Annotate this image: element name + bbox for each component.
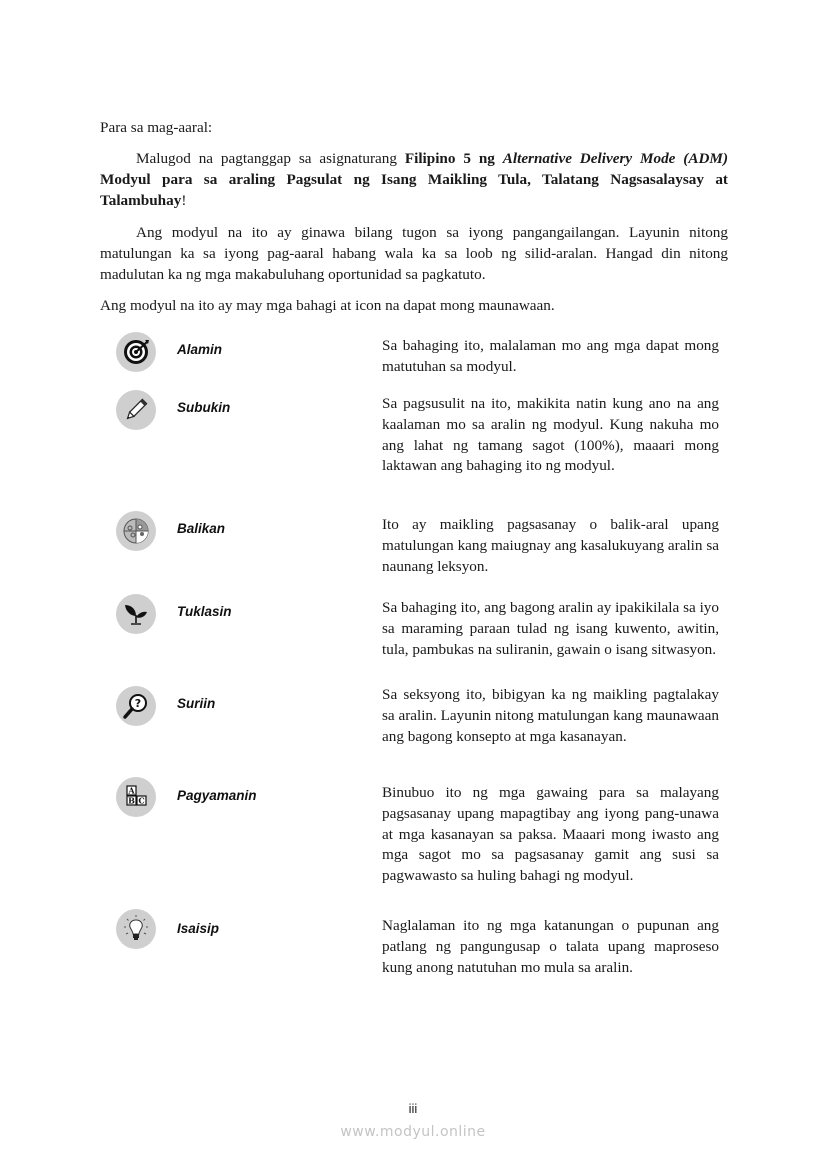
intro-subject: Filipino 5 ng [404, 150, 503, 167]
section-description: Sa pagsusulit na ito, makikita natin kung ano na ang kaalaman mo sa aralin ng modyul. Kung nakuha mo ang lahat ng tamang sagot (100%), maaari mong laktawan ang bahaging ito ng modyul. [382, 395, 719, 475]
pencil-icon [116, 390, 156, 430]
section-label: Isaisip [177, 921, 220, 936]
sprout-icon [116, 594, 156, 634]
svg-text:A: A [128, 785, 135, 796]
svg-text:B: B [128, 795, 135, 806]
section-description: Sa bahaging ito, ang bagong aralin ay ipakikilala sa iyo sa maraming paraan tulad ng isang kuwento, awitin, tula, pambukas na suliranin, gawain o isang sitwasyon. [382, 599, 719, 658]
puzzle-icon [116, 511, 156, 551]
section-description: Sa seksyong ito, bibigyan ka ng maikling pagtalakay sa aralin. Layunin nitong matulungan kang maunawaan ang bagong konsepto at mga kasanayan. [382, 686, 719, 745]
intro-title: Modyul para sa araling Pagsulat ng Isang Maikling Tula, Talatang Nagsasalaysay at Talambuhay [100, 171, 728, 209]
svg-text:C: C [138, 795, 145, 806]
section-label: Balikan [177, 521, 226, 536]
section-description: Binubuo ito ng mga gawaing para sa malayang pagsasanay upang mapagtibay ang iyong pang-unawa at mga kasanayan sa paksa. Maaari mong iwasto ang mga sagot mo sa pagsasanay gamit ang susi sa pagwawasto sa huling bahagi ng modyul. [382, 784, 719, 885]
lightbulb-icon [116, 909, 156, 949]
purpose-paragraph: Ang modyul na ito ay ginawa bilang tugon sa iyong pangangailangan. Layunin nitong matulungan ka sa iyong pag-aaral habang wala ka sa loob ng silid-aralan. Hangad din nitong madulutan ka ng mga makabuluhang oportunidad sa pagkatuto. [100, 224, 728, 283]
target-icon [116, 332, 156, 372]
watermark: www.modyul.online [340, 1124, 486, 1140]
section-description: Naglalaman ito ng mga katanungan o pupunan ang patlang ng pangungusap o talata upang maproseso kung anong natutuhan mo mula sa aralin. [382, 917, 719, 976]
section-description: Ito ay maikling pagsasanay o balik-aral upang matulungan kang maiugnay ang kasalukuyang aralin sa naunang leksyon. [382, 516, 719, 575]
section-label: Subukin [177, 400, 231, 415]
magnifier-question-icon [116, 686, 156, 726]
intro-adm: Alternative Delivery Mode (ADM) [502, 150, 728, 167]
greeting: Para sa mag-aaral: [100, 119, 213, 136]
intro-prefix: Malugod na pagtanggap sa asignaturang [136, 150, 405, 167]
intro-paragraph [100, 148, 728, 211]
intro-suffix: ! [181, 192, 187, 209]
page-number: iii [408, 1101, 418, 1116]
lead-paragraph: Ang modyul na ito ay may mga bahagi at icon na dapat mong maunawaan. [100, 297, 555, 314]
svg-text:?: ? [134, 697, 142, 710]
section-label: Alamin [177, 342, 223, 357]
abc-blocks-icon [116, 777, 156, 817]
section-label: Tuklasin [177, 604, 232, 619]
section-description: Sa bahaging ito, malalaman mo ang mga dapat mong matutuhan sa modyul. [382, 337, 719, 375]
section-label: Pagyamanin [177, 788, 257, 803]
section-label: Suriin [177, 696, 216, 711]
